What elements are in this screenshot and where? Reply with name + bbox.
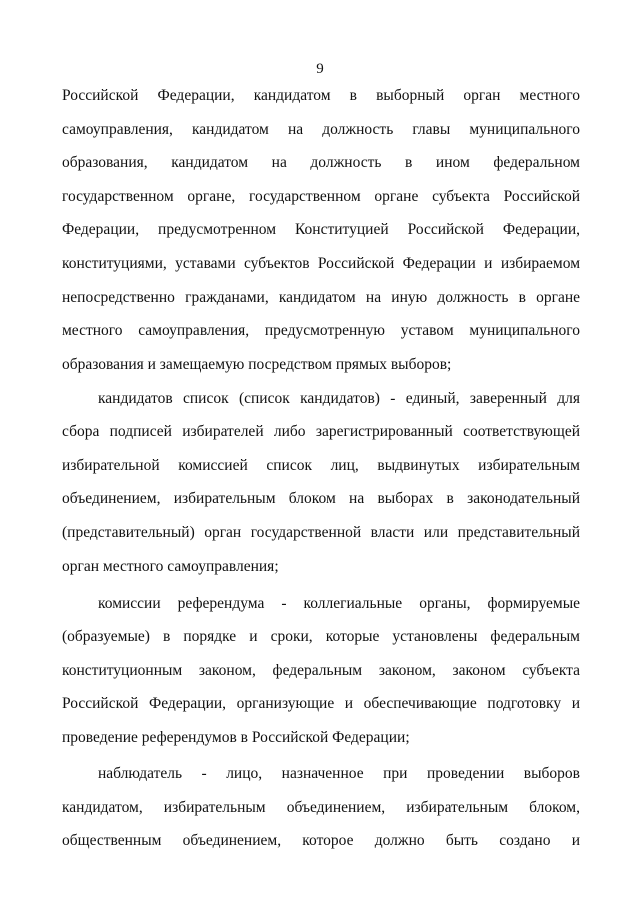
text-line-15: орган местного самоуправления; xyxy=(62,558,279,575)
text-line-2: самоуправления, кандидатом на должность главы муниципального xyxy=(62,121,580,138)
text-line-22: кандидатом, избирательным объединением, избирательным блоком, xyxy=(62,799,580,816)
text-line-11: сбора подписей избирателей либо зарегистрированный соответствующей xyxy=(62,423,580,440)
text-line-4: государственном органе, государственном органе субъекта Российской xyxy=(62,188,580,205)
text-line-18: конституционным законом, федеральным законом, законом субъекта xyxy=(62,662,580,679)
text-line-12: избирательной комиссией список лиц, выдвинутых избирательным xyxy=(62,457,580,474)
text-line-20: проведение референдумов в Российской Федерации; xyxy=(62,729,410,746)
text-line-1: Российской Федерации, кандидатом в выборный орган местного xyxy=(62,87,580,104)
text-line-14: (представительный) орган государственной власти или представительный xyxy=(62,524,580,541)
text-line-16: комиссии референдума - коллегиальные органы, формируемые xyxy=(98,595,580,612)
text-line-8: местного самоуправления, предусмотренную уставом муниципального xyxy=(62,322,580,339)
text-line-5: Федерации, предусмотренном Конституцией Российской Федерации, xyxy=(62,221,580,238)
text-line-13: объединением, избирательным блоком на выборах в законодательный xyxy=(62,490,580,507)
text-line-3: образования, кандидатом на должность в ином федеральном xyxy=(62,154,580,171)
text-line-21: наблюдатель - лицо, назначенное при проведении выборов xyxy=(98,765,580,782)
page-number: 9 xyxy=(316,61,324,77)
text-line-23: общественным объединением, которое должно быть создано и xyxy=(62,832,580,849)
text-line-19: Российской Федерации, организующие и обеспечивающие подготовку и xyxy=(62,695,580,712)
text-line-10: кандидатов список (список кандидатов) - единый, заверенный для xyxy=(98,390,580,407)
text-line-6: конституциями, уставами субъектов Российской Федерации и избираемом xyxy=(62,255,580,272)
text-line-17: (образуемые) в порядке и сроки, которые установлены федеральным xyxy=(62,628,580,645)
text-line-9: образования и замещаемую посредством прямых выборов; xyxy=(62,356,452,373)
text-line-7: непосредственно гражданами, кандидатом на иную должность в органе xyxy=(62,289,580,306)
